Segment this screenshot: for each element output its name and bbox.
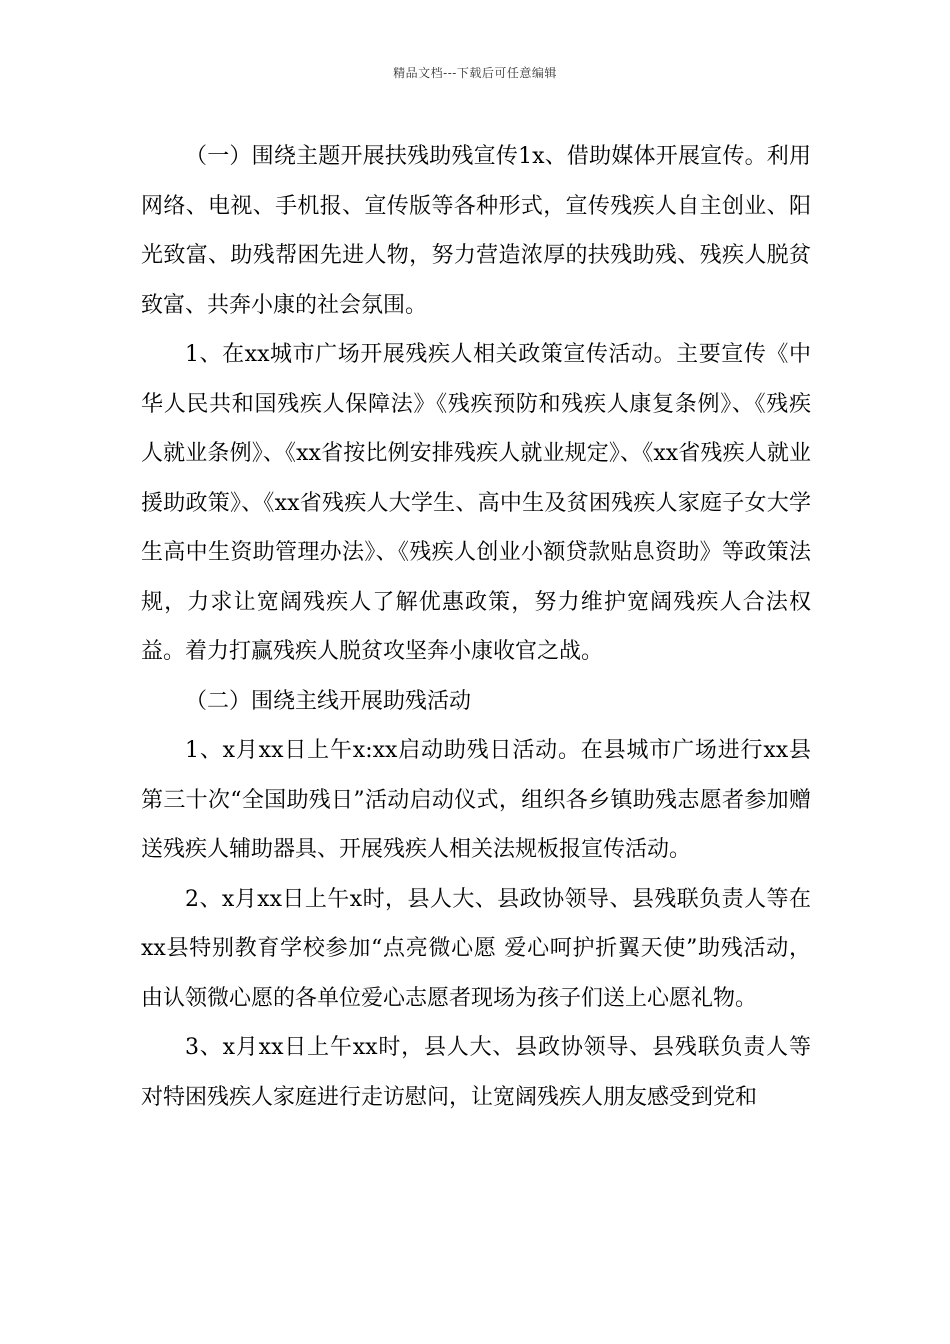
page-header: 精品文档---下载后可任意编辑	[393, 66, 557, 80]
document-body	[141, 132, 811, 1122]
paragraph-visit-activity: 3、x月xx日上午xx时，县人大、县政协领导、县残联负责人等对特困残疾人家庭进行走访慰问，让宽阔残疾人朋友感受到党和	[141, 1035, 811, 1110]
paragraph-wish-activity: 2、x月xx日上午x时，县人大、县政协领导、县残联负责人等在xx县特别教育学校参加“点亮微心愿 爱心呵护折翼天使”助残活动，由认领微心愿的各单位爱心志愿者现场为孩子们送上心愿礼物。	[141, 886, 811, 1011]
paragraph-section-two-heading: （二）围绕主线开展助残活动	[185, 688, 472, 714]
paragraph-section-one: （一）围绕主题开展扶残助残宣传1x、借助媒体开展宣传。利用网络、电视、手机报、宣传版等各种形式，宣传残疾人自主创业、阳光致富、助残帮困先进人物，努力营造浓厚的扶残助残、残疾人脱贫致富、共奔小康的社会氛围。	[141, 144, 811, 318]
paragraph-launch-activity: 1、x月xx日上午x:xx启动助残日活动。在县城市广场进行xx县第三十次“全国助残日”活动启动仪式，组织各乡镇助残志愿者参加赠送残疾人辅助器具、开展残疾人相关法规板报宣传活动。	[141, 738, 811, 862]
paragraph-policy-publicity: 1、在xx城市广场开展残疾人相关政策宣传活动。主要宣传《中华人民共和国残疾人保障法》《残疾预防和残疾人康复条例》、《残疾人就业条例》、《xx省按比例安排残疾人就业规定》、《xx省残疾人就业援助政策》、《xx省残疾人大学生、高中生及贫困残疾人家庭子女大学生高中生资助管理办法》、《残疾人创业小额贷款贴息资助》等政策法规，力求让宽阔残疾人了解优惠政策，努力维护宽阔残疾人合法权益。着力打赢残疾人脱贫攻坚奔小康收官之战。	[141, 342, 811, 664]
